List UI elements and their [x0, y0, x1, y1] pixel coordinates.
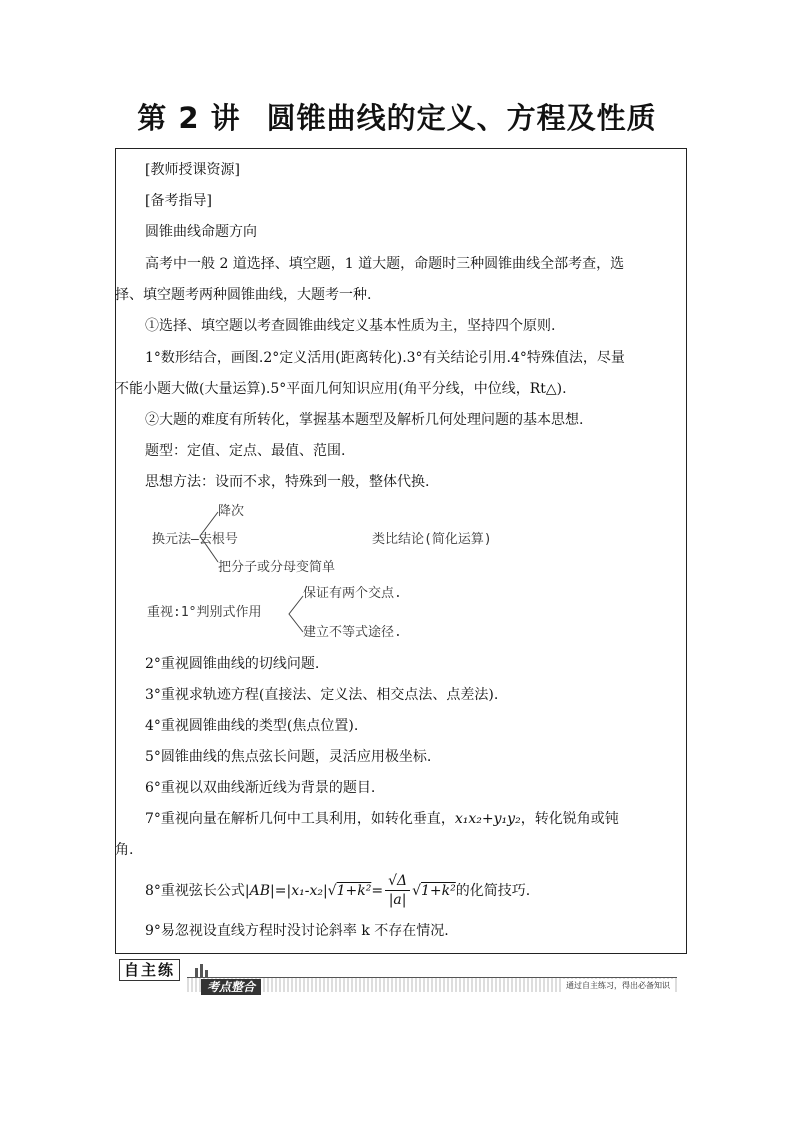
- radicand: 1+k²: [421, 882, 456, 899]
- paragraph-line: 1°数形结合，画图.2°定义活用(距离转化).3°有关结论引用.4°特殊值法，尽量: [145, 350, 625, 366]
- handwritten-note: 换元法—去根号: [152, 532, 238, 547]
- paragraph-line: 9°易忽视设直线方程时没讨论斜率 k 不存在情况.: [145, 923, 449, 939]
- teacher-resource-label: [教师授课资源]: [145, 162, 240, 178]
- handwritten-note: 建立不等式途径.: [303, 625, 402, 640]
- fraction: $\frac{√\Delta}{|a|}$: [385, 872, 410, 909]
- handwritten-note: 重视:1°判别式作用: [147, 605, 262, 620]
- paragraph-line: 7°重视向量在解析几何中工具利用，如转化垂直，x₁x₂+y₁y₂，转化锐角或钝: [145, 811, 619, 827]
- prep-guide-label: [备考指导]: [145, 193, 212, 209]
- paragraph-line: 4°重视圆锥曲线的类型(焦点位置).: [145, 718, 359, 734]
- banner-tag: 考点整合: [201, 979, 261, 995]
- radicand: 1+k²: [336, 882, 372, 899]
- paragraph-line: 不能小题大做(大量运算).5°平面几何知识应用(角平分线，中位线，Rt△).: [115, 381, 567, 397]
- chord-length-line: 8°重视弦长公式 |AB|=|x₁-x₂| √ 1+k² = $\frac{√\Delta}{|a|}$ √ 1+k² 的化简技巧.: [145, 873, 531, 908]
- paragraph-line: 思想方法：设而不求，特殊到一般，整体代换.: [145, 474, 430, 490]
- bracket-icon: [287, 594, 305, 634]
- handwritten-note: 类比结论(简化运算): [372, 532, 492, 547]
- paragraph-line: 高考中一般 2 道选择、填空题，1 道大题，命题时三种圆锥曲线全部考查，选: [145, 256, 625, 272]
- section-banner: [115, 957, 687, 997]
- section-heading: 圆锥曲线命题方向: [145, 224, 257, 240]
- paragraph-line: 3°重视求轨迹方程(直接法、定义法、相交点法、点差法).: [145, 687, 499, 703]
- banner-note: 通过自主练习，得出必备知识: [563, 979, 673, 993]
- lecture-title: 圆锥曲线的定义、方程及性质: [266, 101, 657, 135]
- bracket-icon: [196, 508, 220, 568]
- paragraph-line: 6°重视以双曲线渐近线为背景的题目.: [145, 780, 376, 796]
- paragraph-line: 角.: [115, 842, 134, 858]
- paragraph-line: ①选择、填空题以考查圆锥曲线定义基本性质为主，坚持四个原则.: [145, 318, 556, 334]
- bars-icon: [195, 963, 221, 977]
- paragraph-line: 题型：定值、定点、最值、范围.: [145, 443, 346, 459]
- formula-lhs: |AB|=|x₁-x₂|: [244, 882, 328, 899]
- paragraph-line: 5°圆锥曲线的焦点弦长问题，灵活应用极坐标.: [145, 749, 432, 765]
- lecture-number: 第 2 讲: [137, 101, 241, 135]
- vector-expression: x₁x₂+y₁y₂: [454, 811, 521, 827]
- handwritten-note: 保证有两个交点.: [303, 586, 402, 601]
- banner-logo: 自主练: [119, 959, 180, 981]
- handwritten-note: 降次: [218, 504, 245, 519]
- paragraph-line: 择、填空题考两种圆锥曲线，大题考一种.: [115, 287, 372, 303]
- page-title: [0, 96, 794, 137]
- paragraph-line: ②大题的难度有所转化，掌握基本题型及解析几何处理问题的基本思想.: [145, 412, 584, 428]
- paragraph-line: 2°重视圆锥曲线的切线问题.: [145, 656, 320, 672]
- handwritten-note: 把分子或分母变简单: [218, 560, 336, 575]
